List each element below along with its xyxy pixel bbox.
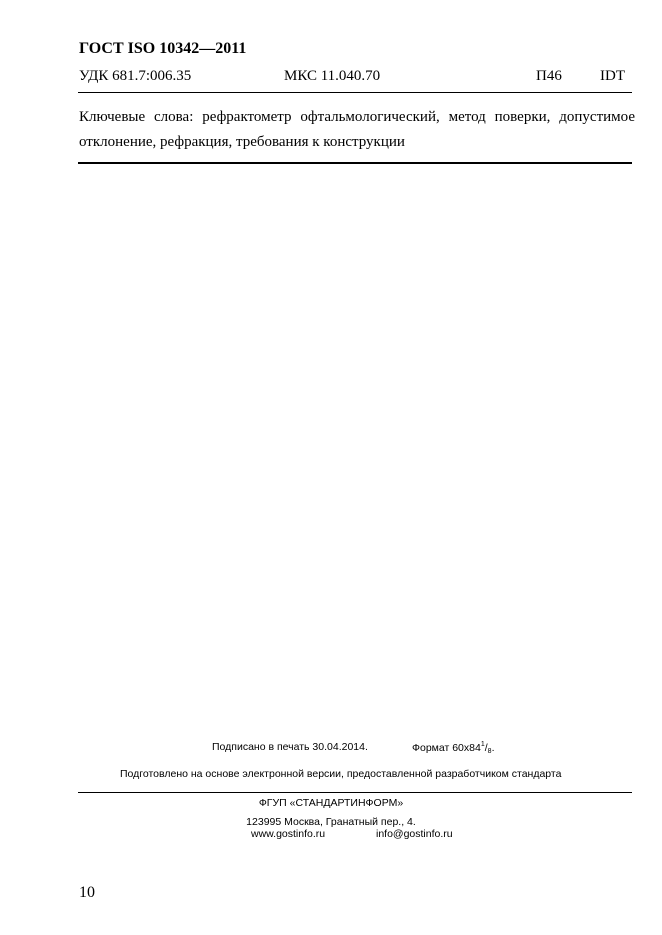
group-code: П46 — [536, 68, 562, 84]
format-numerator: 1 — [480, 741, 485, 748]
publisher-address: 123995 Москва, Гранатный пер., 4. — [246, 816, 416, 828]
page-number: 10 — [79, 884, 95, 901]
publisher-name: ФГУП «СТАНДАРТИНФОРМ» — [258, 797, 404, 809]
udk-code: УДК 681.7:006.35 — [79, 68, 192, 84]
imprint-rule — [78, 792, 632, 793]
prepared-note: Подготовлено на основе электронной версии, предоставленной разработчиком стандарта — [120, 768, 562, 780]
format-denominator: 8 — [487, 748, 492, 755]
format-slash: / — [484, 742, 488, 754]
header-rule — [78, 92, 632, 93]
email-link[interactable]: info@gostinfo.ru — [376, 828, 453, 840]
designation-code: IDT — [600, 68, 625, 84]
mks-code: МКС 11.040.70 — [284, 68, 381, 84]
format-prefix: Формат 60x84 — [412, 742, 481, 754]
keywords-rule — [78, 162, 632, 164]
signed-date: Подписано в печать 30.04.2014. — [212, 741, 368, 753]
paper-format — [412, 741, 494, 755]
standard-title: ГОСТ ISO 10342—2011 — [79, 40, 247, 57]
website-link[interactable]: www.gostinfo.ru — [251, 828, 326, 840]
keywords-paragraph: Ключевые слова: рефрактометр офтальмологический, метод поверки, допустимое отклонение, рефракция, требования к конструкции — [79, 109, 635, 150]
format-suffix: . — [491, 742, 495, 754]
